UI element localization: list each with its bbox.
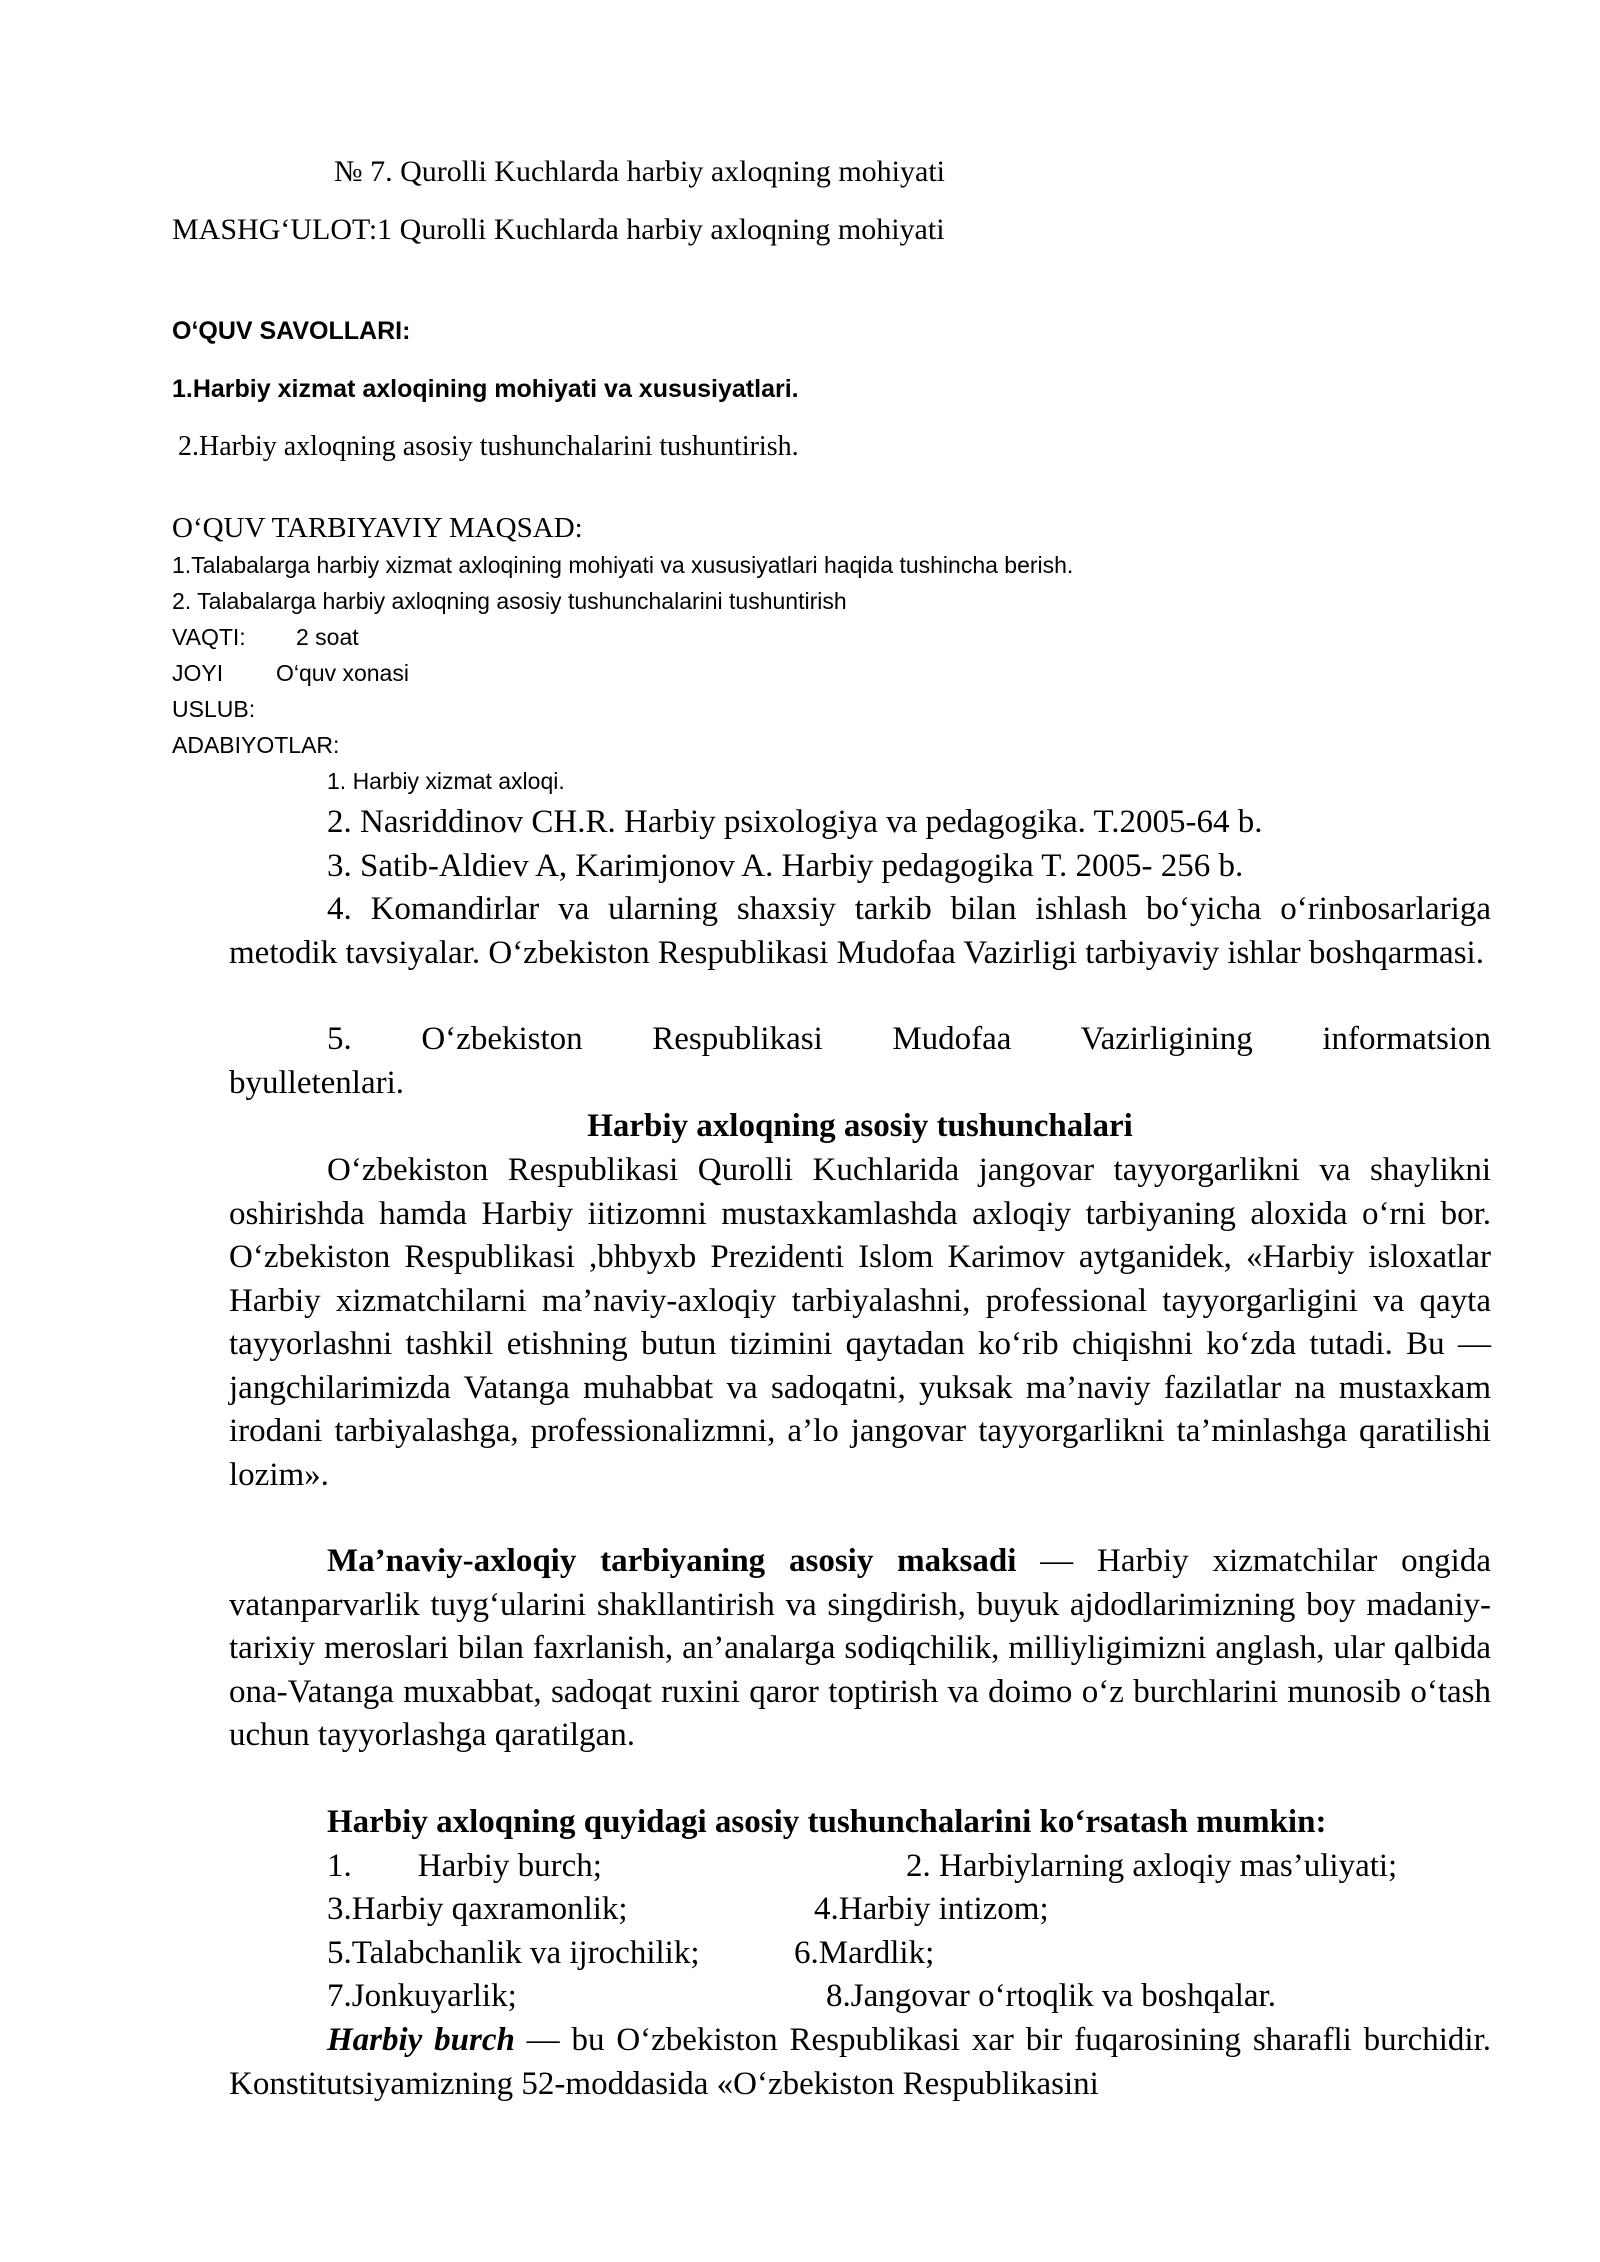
literature-item-5: 5. O‘zbekiston Respublikasi Mudofaa Vazirligining informatsion byulletenlari. [229, 1021, 1491, 1101]
paragraph-3-lead: Harbiy burch [327, 2022, 515, 2058]
section-title: Harbiy axloqning asosiy tushunchalari [587, 1108, 1133, 1144]
literature-item-3: 3. Satib-Aldiev A, Karimjonov A. Harbiy pedagogika T. 2005- 256 b. [327, 848, 1244, 884]
place-label: JOYI [172, 660, 224, 686]
concept-4: 4.Harbiy intizom; [814, 1891, 1049, 1927]
question-2: 2.Harbiy axloqning asosiy tushunchalarini tushuntirish. [178, 431, 799, 462]
goal-1: 1.Talabalarga harbiy xizmat axloqining mohiyati va xususiyatlari haqida tushincha berish. [172, 552, 1074, 578]
place-value: O‘quv xonasi [276, 660, 409, 686]
concept-6: 6.Mardlik; [794, 1935, 935, 1971]
question-1: 1.Harbiy xizmat axloqining mohiyati va xususiyatlari. [172, 375, 799, 403]
paragraph-2-lead: Ma’naviy-axloqiy tarbiyaning asosiy maksadi [327, 1543, 1017, 1579]
concept-2: 2. Harbiylarning axloqiy mas’uliyati; [906, 1848, 1398, 1884]
concepts-heading: Harbiy axloqning quyidagi asosiy tushunchalarini ko‘rsatash mumkin: [327, 1804, 1327, 1840]
paragraph-2 [229, 1540, 1491, 1758]
time-label: VAQTI: [172, 624, 246, 650]
paragraph-3 [229, 2019, 1491, 2106]
concept-1: 1. Harbiy burch; [327, 1848, 602, 1884]
literature-label: ADABIYOTLAR: [172, 732, 340, 758]
paragraph-1: O‘zbekiston Respublikasi Qurolli Kuchlarida jangovar tayyorgarlikni va shaylikni oshirishda hamda Harbiy iitizomni mustaxkamlashda axloqiy tarbiyaning aloxida o‘rni bor. O‘zbekiston Respublikasi ,bhbyxb Prezidenti Islom Karimov aytganidek, «Harbiy isloxatlar Harbiy xizmatchilarni ma’naviy-axloqiy tarbiyalashni, professional tayyorgarligini va qayta tayyorlashni tashkil etishning butun tizimini qaytadan ko‘rib chiqishni ko‘zda tutadi. Bu — jangchilarimizda Vatanga muhabbat va sadoqatni, yuksak ma’naviy fazilatlar na mustaxkam irodani tarbiyalashga, professionalizmni, a’lo jangovar tayyorgarlikni ta’minlashga qaratilishi lozim». [229, 1152, 1491, 1493]
literature-item-1: 1. Harbiy xizmat axloqi. [327, 768, 565, 794]
concept-3: 3.Harbiy qaxramonlik; [327, 1891, 628, 1927]
goals-heading: O‘QUV TARBIYAVIY MAQSAD: [172, 512, 583, 544]
paragraph-3-text: — bu O‘zbekiston Respublikasi xar bir fuqarosining sharafli burchidir. Konstitutsiyamizning 52-moddasida «O‘zbekiston Respublikasini [229, 2022, 1492, 2102]
concept-7: 7.Jonkuyarlik; [327, 1978, 517, 2014]
time-value: 2 soat [296, 624, 359, 650]
method-label: USLUB: [172, 696, 256, 722]
concept-8: 8.Jangovar o‘rtoqlik va boshqalar. [826, 1978, 1276, 2014]
lesson-title: MASHG‘ULOT:1 Qurolli Kuchlarda harbiy axloqning mohiyati [172, 213, 945, 246]
paragraph-2-text: — Harbiy xizmatchilar ongida vatanparvarlik tuyg‘ularini shakllantirish va singdirish, buyuk ajdodlarimizning boy madaniy-tarixiy meroslari bilan faxrlanish, an’analarga sodiqchilik, milliyligimizni anglash, ular qalbida ona-Vatanga muxabbat, sadoqat ruxini qaror toptirish va doimo o‘z burchlarini munosib o‘tash uchun tayyorlashga qaratilgan. [229, 1543, 1491, 1753]
literature-item-2: 2. Nasriddinov CH.R. Harbiy psixologiya va pedagogika. T.2005-64 b. [327, 804, 1263, 840]
concept-5: 5.Talabchanlik va ijrochilik; [327, 1935, 700, 1971]
literature-item-4: 4. Komandirlar va ularning shaxsiy tarkib bilan ishlash bo‘yicha o‘rinbosarlariga metodik tavsiyalar. O‘zbekiston Respublikasi Mudofaa Vazirligi tarbiyaviy ishlar boshqarmasi. [229, 891, 1491, 971]
topic-title: № 7. Qurolli Kuchlarda harbiy axloqning mohiyati [334, 155, 946, 188]
goal-2: 2. Talabalarga harbiy axloqning asosiy tushunchalarini tushuntirish [172, 588, 847, 614]
questions-heading: O‘QUV SAVOLLARI: [172, 317, 411, 345]
